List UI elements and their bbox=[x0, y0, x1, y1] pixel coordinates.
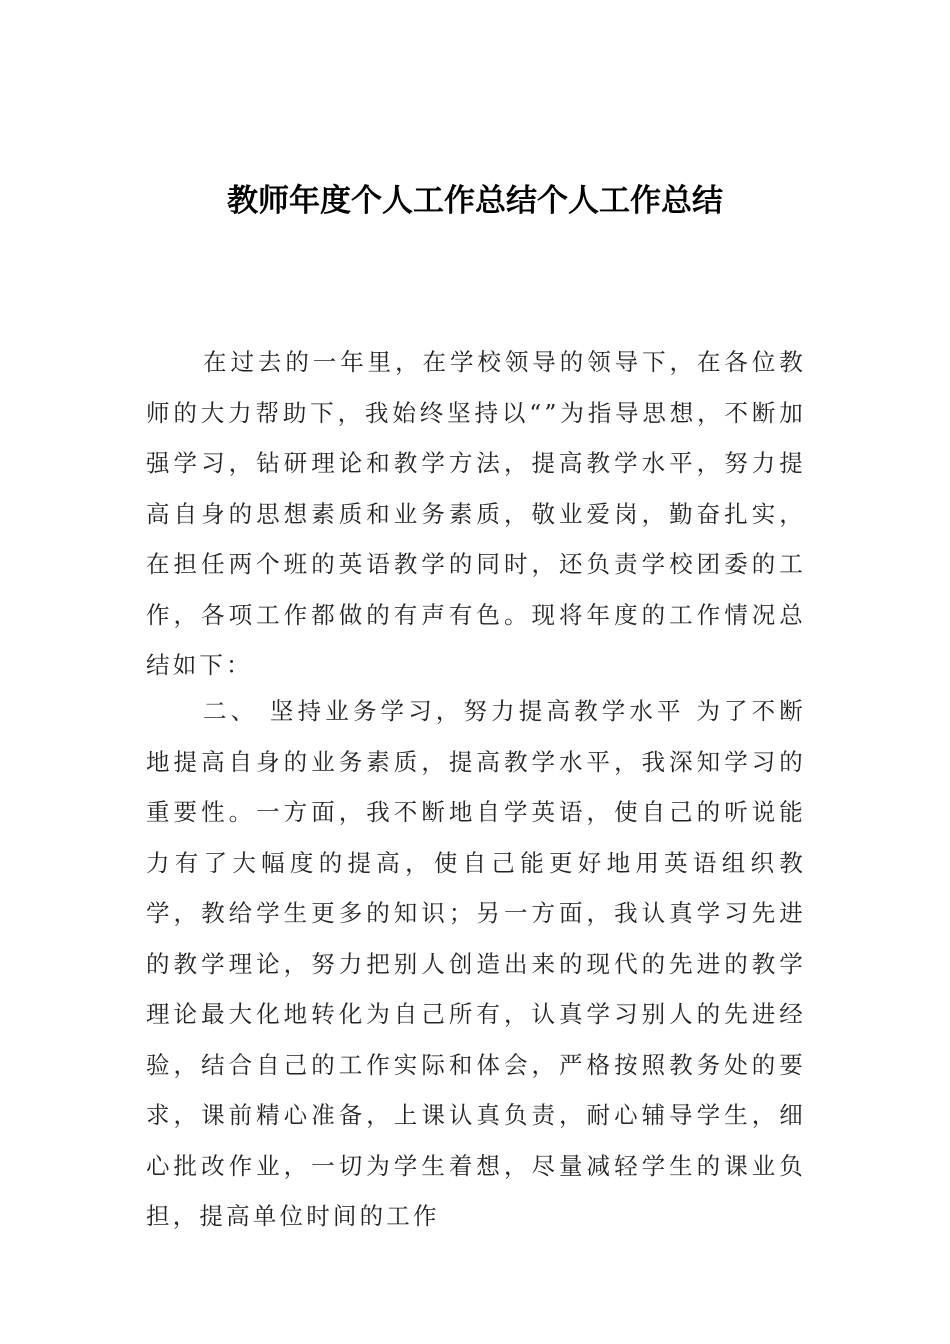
document-title: 教师年度个人工作总结个人工作总结 bbox=[227, 182, 723, 219]
body-paragraph-1: 在过去的一年里，在学校领导的领导下，在各位教师的大力帮助下，我始终坚持以“”为指导思想，不断加强学习，钻研理论和教学方法，提高教学水平，努力提高自身的思想素质和业务素质，敬业爱岗，勤奋扎实，在担任两个班的英语教学的同时，还负责学校团委的工作，各项工作都做的有声有色。现将年度的工作情况总结如下： bbox=[146, 348, 806, 679]
body-paragraph-2: 二、 坚持业务学习，努力提高教学水平 为了不断地提高自身的业务素质，提高教学水平，我深知学习的重要性。一方面，我不断地自学英语，使自己的听说能力有了大幅度的提高，使自己能更好地用英语组织教学，教给学生更多的知识；另一方面，我认真学习先进的教学理论，努力把别人创造出来的现代的先进的教学理论最大化地转化为自己所有，认真学习别人的先进经验，结合自己的工作实际和体会，严格按照教务处的要求，课前精心准备，上课认真负责，耐心辅导学生，细心批改作业，一切为学生着想，尽量减轻学生的课业负担，提高单位时间的工作 bbox=[146, 697, 806, 1230]
